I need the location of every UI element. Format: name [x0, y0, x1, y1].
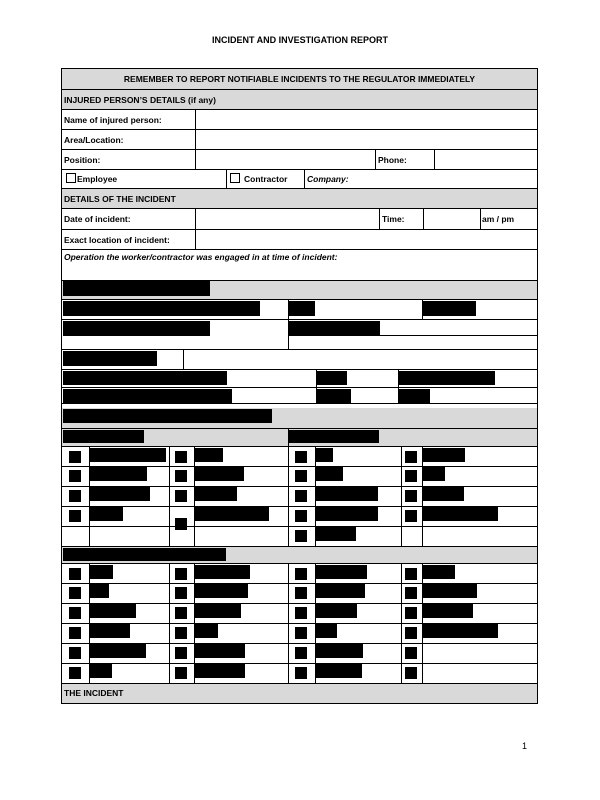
redacted-row — [62, 370, 537, 404]
redacted-block — [295, 587, 307, 599]
redacted-block — [423, 507, 498, 521]
redacted-block — [69, 510, 81, 522]
redacted-block — [90, 644, 146, 658]
date-row — [62, 209, 537, 230]
redacted-block — [63, 389, 232, 403]
incident-details-heading-row — [62, 189, 537, 209]
redacted-block — [399, 371, 495, 385]
redacted-block — [405, 587, 417, 599]
redacted-block — [316, 624, 337, 638]
redacted-block — [405, 627, 417, 639]
incident-details-heading: DETAILS OF THE INCIDENT — [64, 194, 176, 204]
redacted-block — [195, 565, 250, 579]
redacted-checkbox-grid — [62, 564, 537, 684]
redacted-block — [316, 644, 363, 658]
document-title: INCIDENT AND INVESTIGATION REPORT — [211, 35, 388, 45]
redacted-block — [69, 470, 81, 482]
redacted-block — [316, 507, 378, 521]
redacted-block — [195, 487, 237, 501]
redacted-block — [90, 664, 112, 678]
redacted-row — [62, 320, 537, 350]
redacted-block — [423, 604, 473, 618]
redacted-block — [295, 647, 307, 659]
redacted-block — [423, 448, 465, 462]
redacted-block — [90, 565, 113, 579]
redacted-block — [195, 604, 241, 618]
redacted-block — [316, 604, 357, 618]
date-label: Date of incident: — [64, 214, 131, 224]
redacted-block — [317, 371, 347, 385]
location-row — [62, 230, 537, 250]
redacted-block — [175, 518, 187, 530]
redacted-block — [423, 565, 455, 579]
redacted-block — [195, 624, 218, 638]
redacted-block — [90, 507, 123, 521]
redacted-block — [195, 448, 223, 462]
redacted-block — [195, 507, 269, 521]
redacted-block — [69, 667, 81, 679]
redacted-block — [195, 584, 248, 598]
redacted-block — [423, 487, 464, 501]
employee-label: Employee — [77, 174, 118, 184]
location-label: Exact location of incident: — [64, 235, 170, 245]
worker-type-row — [62, 170, 537, 189]
redacted-block — [316, 527, 356, 541]
redacted-block — [69, 451, 81, 463]
redacted-block — [295, 667, 307, 679]
redacted-block — [289, 301, 315, 316]
redacted-block — [317, 389, 351, 403]
redacted-block — [69, 607, 81, 619]
redacted-block — [175, 490, 187, 502]
name-row — [62, 110, 537, 130]
time-label: Time: — [382, 214, 405, 224]
redacted-block — [175, 667, 187, 679]
injured-section-heading-row — [62, 90, 537, 110]
redacted-block — [63, 351, 157, 366]
redacted-checkbox-grid — [62, 447, 537, 547]
redacted-block — [405, 510, 417, 522]
redacted-block — [90, 487, 150, 501]
redacted-block — [423, 467, 445, 481]
position-row — [62, 150, 537, 170]
redacted-block — [295, 627, 307, 639]
redacted-block — [423, 301, 476, 316]
redacted-block — [295, 470, 307, 482]
redacted-block — [175, 647, 187, 659]
redacted-block — [316, 565, 367, 579]
redacted-block — [289, 321, 380, 336]
the-incident-heading: THE INCIDENT — [64, 688, 124, 698]
redacted-block — [175, 470, 187, 482]
redacted-block — [63, 281, 210, 296]
redacted-block — [63, 409, 272, 423]
redacted-block — [63, 430, 144, 443]
redacted-block — [90, 584, 109, 598]
contractor-checkbox[interactable] — [230, 173, 240, 183]
redacted-block — [289, 430, 379, 443]
redacted-block — [175, 627, 187, 639]
redacted-block — [195, 644, 245, 658]
redacted-block — [69, 627, 81, 639]
ampm-label: am / pm — [482, 214, 515, 224]
redacted-block — [423, 624, 498, 638]
redacted-block — [63, 301, 260, 316]
redacted-block — [63, 321, 210, 336]
redacted-heading-row — [62, 408, 537, 429]
redacted-block — [90, 604, 136, 618]
redacted-block — [175, 607, 187, 619]
redacted-block — [63, 548, 226, 561]
redacted-block — [405, 647, 417, 659]
redacted-block — [295, 510, 307, 522]
redacted-block — [316, 664, 362, 678]
redacted-block — [295, 607, 307, 619]
redacted-block — [405, 451, 417, 463]
redacted-row — [62, 300, 537, 320]
redacted-block — [405, 490, 417, 502]
redacted-block — [69, 587, 81, 599]
redacted-block — [90, 448, 166, 462]
notice-row — [62, 69, 537, 90]
redacted-block — [90, 624, 130, 638]
operation-row — [62, 250, 537, 281]
redacted-block — [175, 568, 187, 580]
redacted-block — [316, 584, 365, 598]
redacted-block — [295, 490, 307, 502]
incident-form — [61, 68, 538, 704]
redacted-block — [69, 647, 81, 659]
company-label: Company: — [307, 174, 349, 184]
employee-checkbox[interactable] — [66, 173, 76, 183]
redacted-block — [175, 451, 187, 463]
redacted-block — [69, 568, 81, 580]
redacted-block — [316, 448, 333, 462]
redacted-block — [423, 584, 477, 598]
injured-section-heading: INJURED PERSON’S DETAILS (if any) — [64, 95, 216, 105]
redacted-block — [195, 467, 244, 481]
operation-label: Operation the worker/contractor was engaged in at time of incident: — [64, 252, 338, 262]
redacted-block — [295, 530, 307, 542]
redacted-block — [405, 470, 417, 482]
page-number: 1 — [522, 741, 528, 751]
the-incident-heading-row — [62, 684, 537, 703]
redacted-block — [405, 607, 417, 619]
redacted-block — [295, 568, 307, 580]
phone-label: Phone: — [378, 155, 407, 165]
redacted-block — [316, 467, 343, 481]
redacted-subheading-row — [62, 429, 537, 447]
redacted-block — [399, 389, 430, 403]
redacted-row — [62, 350, 537, 370]
redacted-block — [195, 664, 245, 678]
redacted-block — [175, 587, 187, 599]
redacted-block — [405, 667, 417, 679]
redacted-block — [405, 568, 417, 580]
name-label: Name of injured person: — [64, 115, 162, 125]
contractor-label: Contractor — [244, 174, 288, 184]
redacted-heading-row — [62, 547, 537, 564]
area-row — [62, 130, 537, 150]
redacted-block — [316, 487, 378, 501]
redacted-block — [90, 467, 147, 481]
redacted-heading-row — [62, 281, 537, 300]
area-label: Area/Location: — [64, 135, 124, 145]
redacted-block — [63, 371, 227, 385]
redacted-block — [295, 451, 307, 463]
redacted-block — [69, 490, 81, 502]
position-label: Position: — [64, 155, 101, 165]
notice-text: REMEMBER TO REPORT NOTIFIABLE INCIDENTS TO THE REGULATOR IMMEDIATELY — [123, 74, 476, 84]
